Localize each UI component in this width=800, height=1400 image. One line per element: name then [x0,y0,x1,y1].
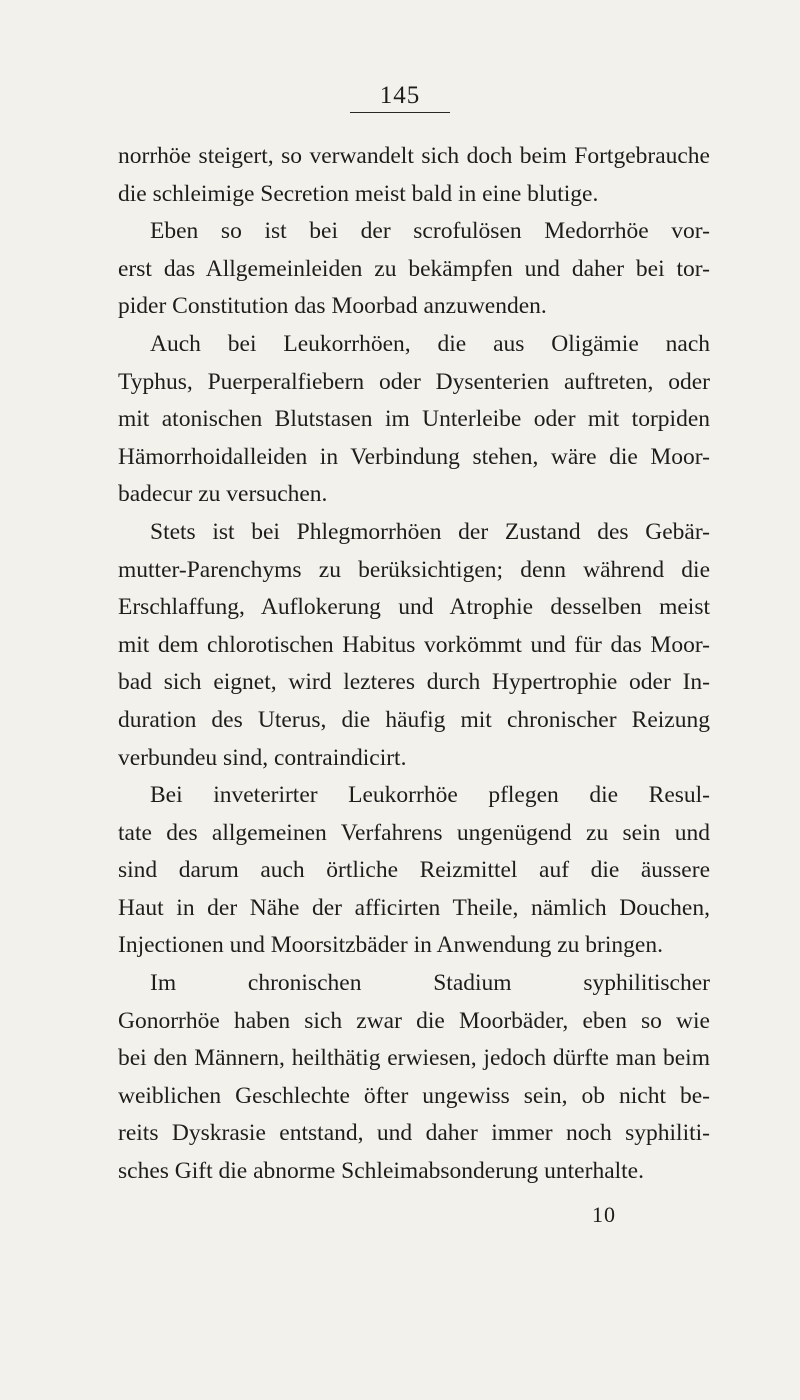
text-line: Eben so ist bei der scrofulösen Medorrhöe vor- [150,218,710,245]
text-line: bei den Männern, heilthätig erwiesen, jedoch dürfte man beim [118,1045,710,1072]
text-line: Hämorrhoidalleiden in Verbindung stehen, wäre die Moor- [118,443,710,470]
text-line: Gonorrhöe haben sich zwar die Moorbäder, eben so wie [118,1007,710,1034]
page-number [0,82,800,113]
text-line: erst das Allgemeinleiden zu bekämpfen und daher bei tor- [118,255,710,282]
text-line: tate des allgemeinen Verfahrens ungenügend zu sein und [118,819,710,846]
text-line: weiblichen Geschlechte öfter ungewiss sein, ob nicht be- [118,1082,710,1109]
text-line: mutter-Parenchyms zu berüksichtigen; denn während die [118,556,710,583]
text-line: norrhöe steigert, so verwandelt sich doch beim Fortgebrauche [118,143,710,169]
signature-mark: 10 [592,1202,616,1227]
text-line: sches Gift die abnorme Schleimabsonderung unterhalte. [118,1158,644,1185]
text-line: Erschlaffung, Auflokerung und Atrophie desselben meist [118,594,710,621]
text-line: mit dem chlorotischen Habitus vorkömmt und für das Moor- [118,631,710,658]
text-line: Injectionen und Moorsitzbäder in Anwendung zu bringen. [118,932,663,959]
page-number-text: 145 [350,82,451,113]
text-line: die schleimige Secretion meist bald in eine blutige. [118,180,599,207]
text-line: badecur zu versuchen. [118,481,328,508]
text-line: Bei inveterirter Leukorrhöe pflegen die Resul- [150,782,710,809]
text-line: pider Constitution das Moorbad anzuwenden. [118,293,547,320]
text-line: Typhus, Puerperalfiebern oder Dysenterien auftreten, oder [118,368,710,395]
text-line: verbundeu sind, contraindicirt. [118,744,407,771]
body-text [118,138,710,1191]
text-line: Auch bei Leukorrhöen, die aus Oligämie nach [150,330,710,357]
text-line: reits Dyskrasie entstand, und daher immer noch syphiliti- [118,1120,710,1147]
text-line: sind darum auch örtliche Reizmittel auf die äussere [118,857,710,884]
text-line: Haut in der Nähe der afficirten Theile, nämlich Douchen, [118,894,710,921]
text-line: mit atonischen Blutstasen im Unterleibe oder mit torpiden [118,406,710,433]
text-line: Im chronischen Stadium syphilitischer [150,970,710,997]
text-line: bad sich eignet, wird lezteres durch Hypertrophie oder In- [118,669,710,696]
text-line: Stets ist bei Phlegmorrhöen der Zustand des Gebär- [150,518,710,545]
text-line: duration des Uterus, die häufig mit chronischer Reizung [118,706,710,733]
